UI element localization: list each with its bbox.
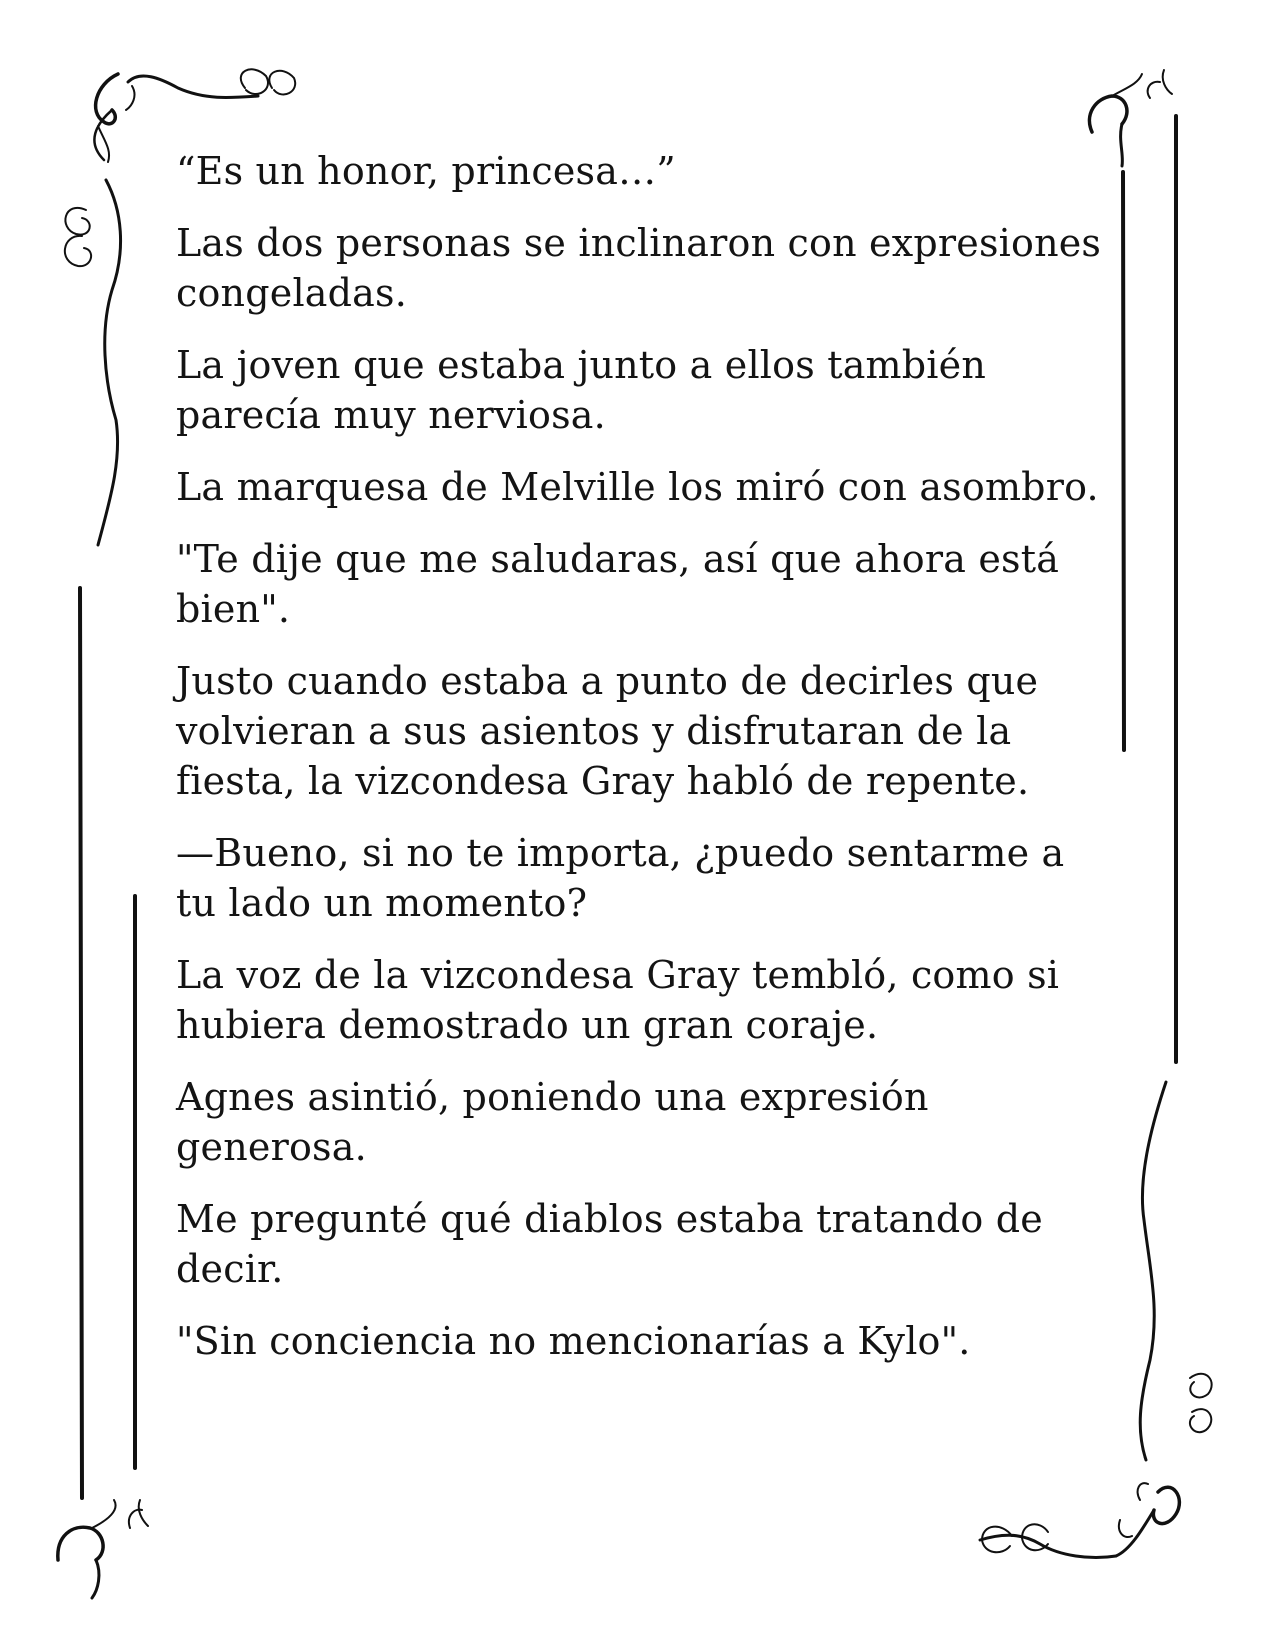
paragraph: Justo cuando estaba a punto de decirles que volvieran a sus asientos y disfrutaran de la fiesta, la vizcondesa Gray habló de repente. [176, 659, 1039, 803]
paragraph: Agnes asintió, poniendo una expresión generosa. [176, 1075, 929, 1169]
paragraph: "Sin conciencia no mencionarías a Kylo". [176, 1319, 971, 1363]
bottom-left-flourish-icon [58, 1500, 148, 1598]
paragraph: La marquesa de Melville los miró con asombro. [176, 465, 1099, 509]
story-text [176, 146, 1106, 1388]
paragraph: —Bueno, si no te importa, ¿puedo sentarme a tu lado un momento? [176, 831, 1065, 925]
paragraph: Me pregunté qué diablos estaba tratando de decir. [176, 1197, 1043, 1291]
paragraph: Las dos personas se inclinaron con expresiones congeladas. [176, 221, 1102, 315]
paragraph: La joven que estaba junto a ellos también parecía muy nerviosa. [176, 343, 987, 437]
paragraph: "Te dije que me saludaras, así que ahora está bien". [176, 537, 1060, 631]
paragraph: La voz de la vizcondesa Gray tembló, como si hubiera demostrado un gran coraje. [176, 953, 1060, 1047]
right-bar-inner [1123, 172, 1124, 750]
left-bar-outer [80, 588, 82, 1498]
paragraph: “Es un honor, princesa…” [176, 149, 676, 193]
